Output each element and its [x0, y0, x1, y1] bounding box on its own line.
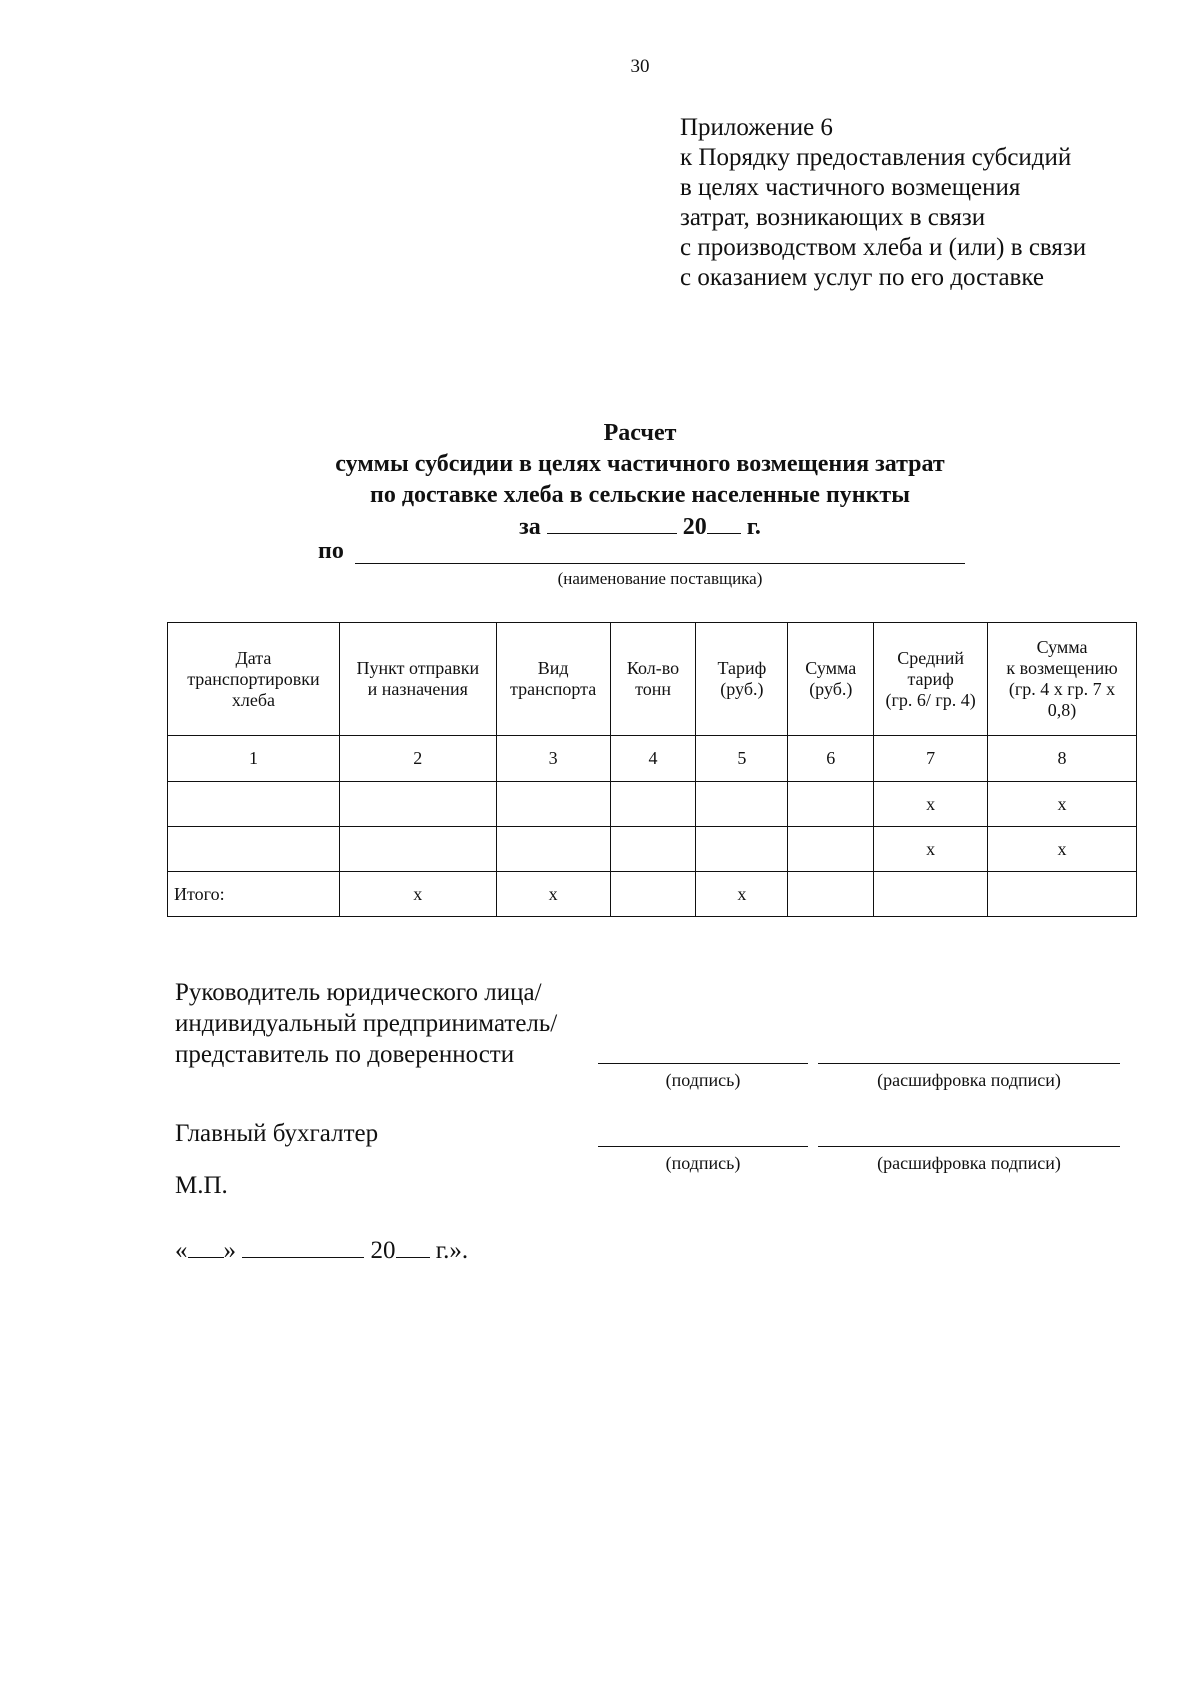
table-header-row — [168, 623, 1137, 736]
date-day-blank — [188, 1235, 224, 1258]
document-title — [165, 418, 1115, 543]
table-cell — [696, 782, 788, 827]
title-line-2: по доставке хлеба в сельские населенные пункты — [370, 482, 910, 508]
head-decoding-line — [818, 1063, 1120, 1064]
appendix-note — [680, 113, 1200, 293]
appendix-line: к Порядку предоставления субсидий — [680, 144, 1072, 171]
table-header-cell: Средний тариф (гр. 6/ гр. 4) — [874, 623, 988, 736]
table-cell: х — [988, 782, 1137, 827]
accountant-decoding-caption: (расшифровка подписи) — [877, 1153, 1061, 1173]
table-row — [168, 782, 1137, 827]
table-cell — [168, 827, 340, 872]
head-decoding-caption: (расшифровка подписи) — [877, 1070, 1061, 1090]
column-number-cell: 8 — [988, 736, 1137, 782]
table-row — [168, 827, 1137, 872]
accountant-signature-line — [598, 1146, 808, 1147]
table-cell — [496, 827, 610, 872]
column-number-cell: 7 — [874, 736, 988, 782]
stamp-place-label: М.П. — [175, 1172, 228, 1199]
page-number: 30 — [630, 56, 650, 77]
table-cell: х — [874, 827, 988, 872]
period-suffix: г. — [746, 514, 761, 540]
date-year-blank — [396, 1235, 430, 1258]
period-month-blank — [547, 511, 677, 534]
total-label: Итого: — [168, 872, 340, 917]
table-cell — [874, 872, 988, 917]
supplier-prefix: по — [318, 538, 344, 564]
appendix-line: затрат, возникающих в связи — [680, 204, 986, 231]
table-cell — [788, 827, 874, 872]
table-header-cell: Вид транспорта — [496, 623, 610, 736]
table-cell: х — [874, 782, 988, 827]
table-cell — [168, 782, 340, 827]
date-year: 20 — [370, 1237, 396, 1264]
signature-date — [175, 1235, 468, 1265]
title-period — [165, 511, 1115, 543]
signatory-line: Руководитель юридического лица/ — [175, 979, 542, 1006]
table-header-cell: Пункт отправки и назначения — [339, 623, 496, 736]
chief-accountant-label: Главный бухгалтер — [175, 1120, 379, 1147]
table-cell — [610, 782, 696, 827]
table-total-row — [168, 872, 1137, 917]
table-cell — [610, 827, 696, 872]
signatory-line: представитель по доверенности — [175, 1041, 515, 1068]
table-header-cell: Сумма (руб.) — [788, 623, 874, 736]
appendix-line: Приложение 6 — [680, 114, 833, 141]
table-cell — [696, 827, 788, 872]
head-signature-line — [598, 1063, 808, 1064]
date-month-blank — [242, 1235, 364, 1258]
appendix-line: с производством хлеба и (или) в связи — [680, 234, 1087, 261]
accountant-decoding-line — [818, 1146, 1120, 1147]
table-cell: х — [496, 872, 610, 917]
table-cell: х — [988, 827, 1137, 872]
period-prefix: за — [519, 514, 541, 540]
head-signature-caption: (подпись) — [665, 1070, 741, 1090]
table-cell — [788, 782, 874, 827]
column-number-cell: 6 — [788, 736, 874, 782]
column-number-cell: 3 — [496, 736, 610, 782]
calculation-table — [167, 622, 1137, 917]
table-header-cell: Сумма к возмещению (гр. 4 х гр. 7 х 0,8) — [988, 623, 1137, 736]
table-header-cell: Тариф (руб.) — [696, 623, 788, 736]
head-signatory-label — [175, 977, 557, 1070]
table-cell: х — [696, 872, 788, 917]
period-year: 20 — [682, 514, 707, 540]
table-cell — [988, 872, 1137, 917]
supplier-name-line — [355, 563, 965, 564]
column-number-cell: 2 — [339, 736, 496, 782]
table-cell — [339, 827, 496, 872]
column-number-cell: 1 — [168, 736, 340, 782]
title-line-1: суммы субсидии в целях частичного возмещения затрат — [335, 451, 945, 477]
table-cell — [496, 782, 610, 827]
table-cell — [788, 872, 874, 917]
table-header-cell: Кол-во тонн — [610, 623, 696, 736]
period-year-blank — [707, 511, 741, 534]
appendix-line: в целях частичного возмещения — [680, 174, 1021, 201]
column-number-cell: 4 — [610, 736, 696, 782]
supplier-caption: (наименование поставщика) — [557, 569, 763, 588]
title-heading: Расчет — [603, 420, 677, 446]
date-suffix: г.». — [435, 1237, 469, 1264]
table-header-cell: Дата транспортировки хлеба — [168, 623, 340, 736]
table-cell — [610, 872, 696, 917]
table-column-numbers-row — [168, 736, 1137, 782]
date-close-quote: » — [223, 1237, 236, 1264]
table-cell — [339, 782, 496, 827]
accountant-signature-caption: (подпись) — [665, 1153, 741, 1173]
signatory-line: индивидуальный предприниматель/ — [175, 1010, 558, 1037]
table-cell: х — [339, 872, 496, 917]
date-open-quote: « — [175, 1237, 188, 1264]
column-number-cell: 5 — [696, 736, 788, 782]
appendix-line: с оказанием услуг по его доставке — [680, 264, 1044, 291]
